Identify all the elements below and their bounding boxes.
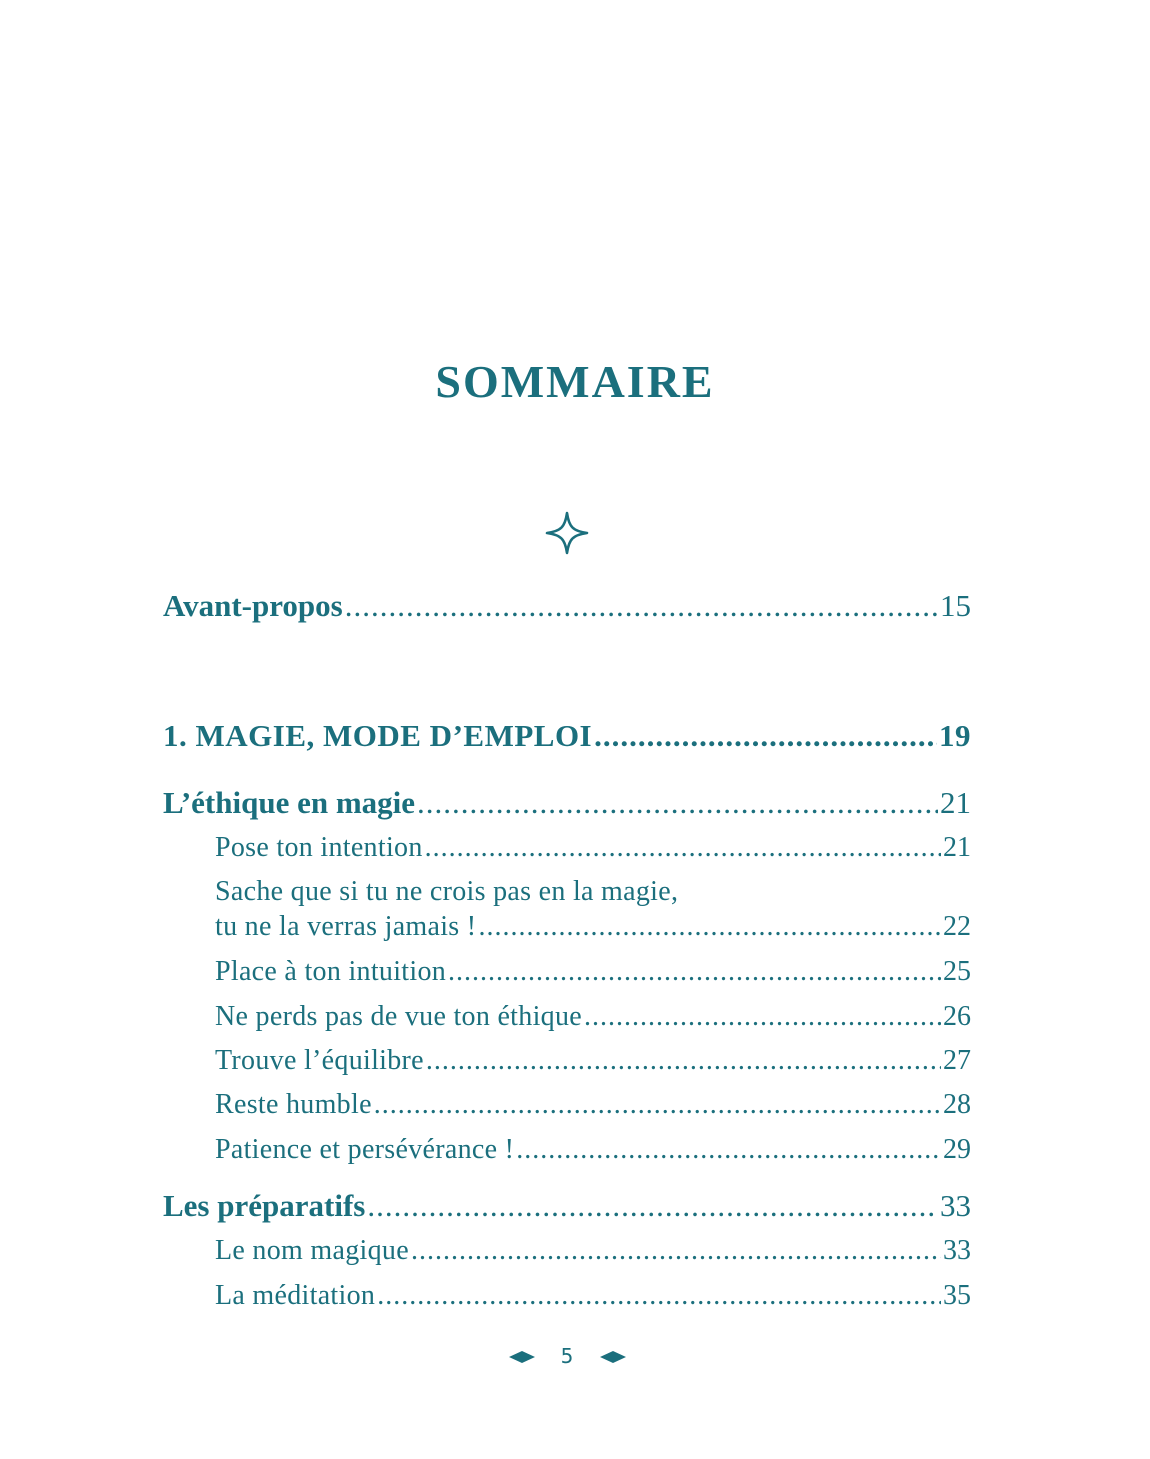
toc-chapter-label: 1. MAGIE, MODE D’EMPLOI [163, 718, 593, 753]
toc-section-label: L’éthique en magie [163, 785, 416, 820]
toc-entry-label: Avant-propos [163, 588, 343, 623]
four-point-star-icon [545, 511, 589, 555]
toc-subentry-label: Pose ton intention [215, 832, 423, 863]
dot-leader [426, 1045, 941, 1077]
toc-chapter-1[interactable] [163, 718, 971, 754]
toc-section-page: 21 [940, 785, 971, 820]
toc-subentry[interactable] [215, 911, 971, 943]
toc-subentry-label-line1: Sache que si tu ne crois pas en la magie, [215, 876, 679, 907]
toc-entry-page: 15 [940, 588, 971, 623]
toc-subentry-page: 29 [943, 1134, 971, 1165]
dot-leader [584, 1001, 941, 1033]
toc-subentry-label: Patience et persévérance ! [215, 1134, 515, 1165]
dot-leader [377, 1280, 941, 1312]
toc-subentry-label: Reste humble [215, 1089, 372, 1120]
toc-subentry-label: tu ne la verras jamais ! [215, 911, 477, 942]
dot-leader [345, 588, 938, 624]
toc-subentry-label: Place à ton intuition [215, 956, 447, 987]
toc-section-preparatifs[interactable] [163, 1188, 971, 1224]
toc-subentry[interactable] [215, 1089, 971, 1121]
diamond-arrow-right-icon [600, 1351, 626, 1363]
toc-subentry[interactable] [215, 832, 971, 864]
dot-leader [367, 1188, 938, 1224]
dot-leader [516, 1134, 941, 1166]
toc-subentry-label: La méditation [215, 1280, 376, 1311]
diamond-arrow-left-icon [509, 1351, 535, 1363]
dot-leader [425, 832, 941, 864]
toc-subentry-page: 22 [943, 911, 971, 942]
dot-leader [448, 956, 941, 988]
toc-subentry-page: 21 [943, 832, 971, 863]
toc-subentry-page: 25 [943, 956, 971, 987]
toc-subentry-page: 35 [943, 1280, 971, 1311]
toc-subentry-page: 33 [943, 1235, 971, 1266]
page-number: 5 [560, 1344, 574, 1368]
page-title: SOMMAIRE [435, 356, 715, 407]
dot-leader [374, 1089, 941, 1121]
toc-subentry-label: Trouve l’équilibre [215, 1045, 424, 1076]
dot-leader [594, 718, 937, 754]
toc-subentry[interactable] [215, 1235, 971, 1267]
toc-subentry[interactable] [215, 1134, 971, 1166]
page-footer [0, 1344, 1150, 1374]
toc-subentry-page: 28 [943, 1089, 971, 1120]
toc-section-page: 33 [940, 1188, 971, 1223]
toc-subentry[interactable] [215, 1045, 971, 1077]
toc-section-ethique[interactable] [163, 785, 971, 821]
dot-leader [411, 1235, 941, 1267]
toc-section-label: Les préparatifs [163, 1188, 366, 1223]
toc-subentry-label: Le nom magique [215, 1235, 409, 1266]
toc-subentry[interactable] [215, 956, 971, 988]
toc-subentry-page: 26 [943, 1001, 971, 1032]
dot-leader [417, 785, 938, 821]
toc-subentry-page: 27 [943, 1045, 971, 1076]
toc-subentry-label: Ne perds pas de vue ton éthique [215, 1001, 582, 1032]
toc-subentry[interactable] [215, 1001, 971, 1033]
toc-subentry[interactable] [215, 1280, 971, 1312]
dot-leader [478, 911, 941, 943]
toc-chapter-page: 19 [939, 718, 971, 753]
toc-entry-avant-propos[interactable] [163, 588, 971, 624]
